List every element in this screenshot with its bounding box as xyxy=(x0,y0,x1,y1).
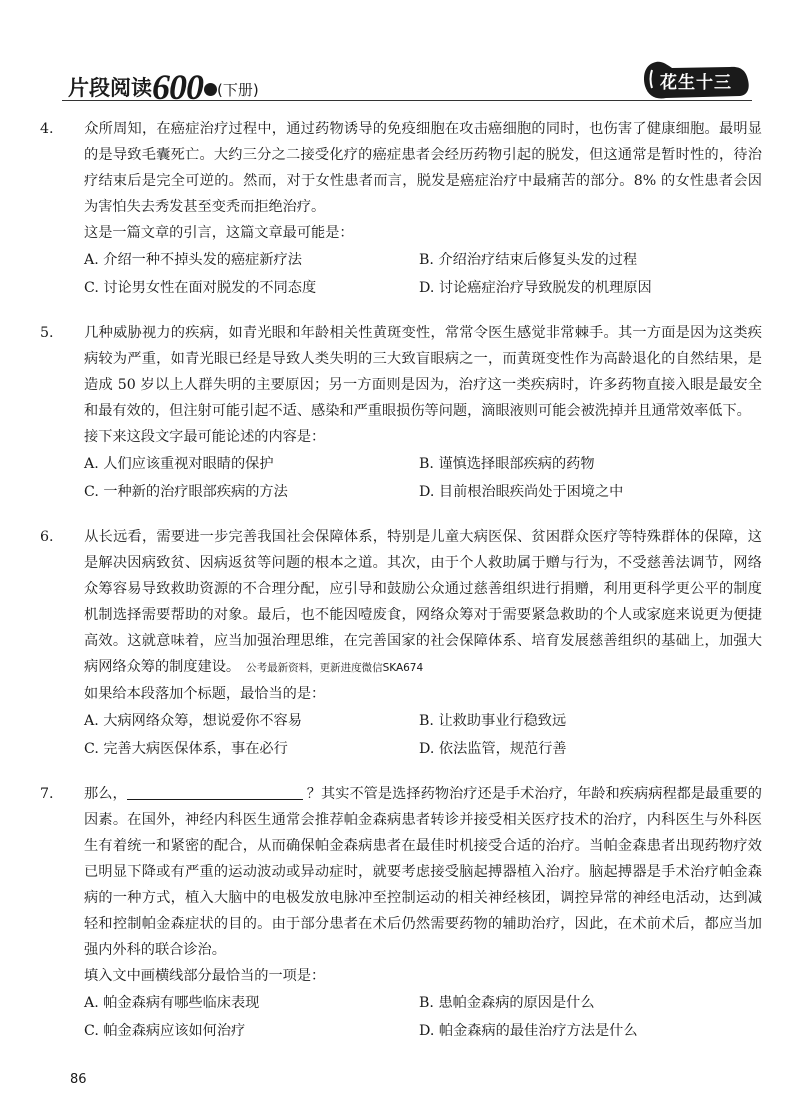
question-prompt: 这是一篇文章的引言，这篇文章最可能是： xyxy=(84,225,354,241)
option-b[interactable]: B. 介绍治疗结束后修复头发的过程 xyxy=(419,252,638,268)
book-title-text: 片段阅读 xyxy=(68,76,152,100)
question-number: 6. xyxy=(40,529,54,545)
book-volume: (下册) xyxy=(217,81,259,99)
question-paragraph xyxy=(40,116,762,220)
question-text: 从长远看，需要进一步完善我国社会保障体系，特别是儿童大病医保、贫困群众医疗等特殊群体的保障，这是解决因病致贫、因病返贫等问题的根本之道。其次，由于个人救助属于赠与行为，不受慈善法调节，网络众筹容易导致救助资源的不合理分配，应引导和鼓励公众通过慈善组织进行捐赠，利用更科学更公平的制度机制选择需要帮助的对象。最后，也不能因噎废食，网络众筹对于需要紧急救助的个人或家庭来说更为便捷高效。这就意味着，应当加强治理思维，在完善国家的社会保障体系、培育发展慈善组织的基础上，加强大病网络众筹的制度建设。 xyxy=(84,529,762,675)
question-number: 4. xyxy=(40,121,54,137)
page-header xyxy=(62,60,752,107)
option-d[interactable]: D. 讨论癌症治疗导致脱发的机理原因 xyxy=(419,280,652,296)
option-group xyxy=(62,707,762,763)
book-title-number: 600 xyxy=(152,67,203,107)
book-title xyxy=(68,66,259,108)
option-c[interactable]: C. 讨论男女性在面对脱发的不同态度 xyxy=(84,280,317,296)
question-paragraph xyxy=(40,781,762,963)
option-c[interactable]: C. 一种新的治疗眼部疾病的方法 xyxy=(84,484,288,500)
question-number: 5. xyxy=(40,325,54,341)
option-group xyxy=(62,246,762,302)
option-b[interactable]: B. 患帕金森病的原因是什么 xyxy=(419,995,595,1011)
question-prompt: 如果给本段落加个标题，最恰当的是： xyxy=(84,686,326,702)
question-text: ？其实不管是选择药物治疗还是手术治疗，年龄和疾病病程都是最重要的因素。在国外，神经内科医生通常会推荐帕金森病患者转诊并接受相关医疗技术的治疗，内科医生与外科医生有着统一和紧密的配合，从而确保帕金森病患者在最佳时机接受合适的治疗。当帕金森患者出现药物疗效已明显下降或有严重的运动波动或异动症时，就要考虑接受脑起搏器植入治疗。脑起搏器是手术治疗帕金森病的一种方式，植入大脑中的电极发放电脉冲至控制运动的相关神经核团，调控异常的神经电活动，达到减轻和控制帕金森症状的目的。由于部分患者在术后仍然需要药物的辅助治疗，因此，在术前术后，都应当加强内外科的联合诊治。 xyxy=(84,786,762,958)
option-c[interactable]: C. 帕金森病应该如何治疗 xyxy=(84,1023,246,1039)
question-number: 7. xyxy=(40,786,54,802)
option-d[interactable]: D. 帕金森病的最佳治疗方法是什么 xyxy=(419,1023,638,1039)
question-text: 众所周知，在癌症治疗过程中，通过药物诱导的免疫细胞在攻击癌细胞的同时，也伤害了健康细胞。最明显的是导致毛囊死亡。大约三分之二接受化疗的癌症患者会经历药物引起的脱发，但这通常是暂时性的，待治疗结束后是完全可逆的。然而，对于女性患者而言，脱发是癌症治疗中最痛苦的部分。8% 的女性患者会因为害怕失去秀发甚至变秃而拒绝治疗。 xyxy=(84,121,762,215)
question-list xyxy=(40,116,762,1063)
option-a[interactable]: A. 帕金森病有哪些临床表现 xyxy=(84,995,260,1011)
fill-blank[interactable] xyxy=(127,785,303,800)
question-prompt: 填入文中画横线部分最恰当的一项是： xyxy=(84,968,326,984)
brand-logo-text: 花生十三 xyxy=(660,73,732,93)
question-item xyxy=(40,524,762,763)
option-a[interactable]: A. 人们应该重视对眼睛的保护 xyxy=(84,456,274,472)
option-b[interactable]: B. 谨慎选择眼部疾病的药物 xyxy=(419,456,595,472)
option-group xyxy=(62,450,762,506)
option-d[interactable]: D. 依法监管，规范行善 xyxy=(419,741,567,757)
header-rule xyxy=(62,100,752,101)
option-a[interactable]: A. 介绍一种不掉头发的癌症新疗法 xyxy=(84,252,302,268)
question-item xyxy=(40,116,762,302)
question-text: 几种威胁视力的疾病，如青光眼和年龄相关性黄斑变性，常常令医生感觉非常棘手。其一方面是因为这类疾病较为严重，如青光眼已经是导致人类失明的三大致盲眼病之一，而黄斑变性作为高龄退化的自然结果，是造成 50 岁以上人群失明的主要原因；另一方面则是因为，治疗这一类疾病时，许多药物直接入眼是最安全和最有效的，但注射可能引起不适、感染和严重眼损伤等问题，滴眼液则可能会被洗掉并且通常效率低下。 xyxy=(84,325,762,419)
question-prompt: 接下来这段文字最可能论述的内容是： xyxy=(84,429,326,445)
question-item xyxy=(40,781,762,1045)
option-a[interactable]: A. 大病网络众筹，想说爱你不容易 xyxy=(84,713,302,729)
question-item xyxy=(40,320,762,506)
question-paragraph xyxy=(40,320,762,424)
question-lead: 那么， xyxy=(84,786,127,802)
option-c[interactable]: C. 完善大病医保体系，事在必行 xyxy=(84,741,288,757)
option-b[interactable]: B. 让救助事业行稳致远 xyxy=(419,713,567,729)
watermark-note: 公考最新资料，更新进度微信SKA674 xyxy=(246,662,424,674)
brand-logo xyxy=(642,60,750,100)
title-dot-icon xyxy=(204,83,217,96)
question-paragraph xyxy=(40,524,762,681)
page-number: 86 xyxy=(70,1072,87,1087)
option-d[interactable]: D. 目前根治眼疾尚处于困境之中 xyxy=(419,484,624,500)
option-group xyxy=(62,989,762,1045)
